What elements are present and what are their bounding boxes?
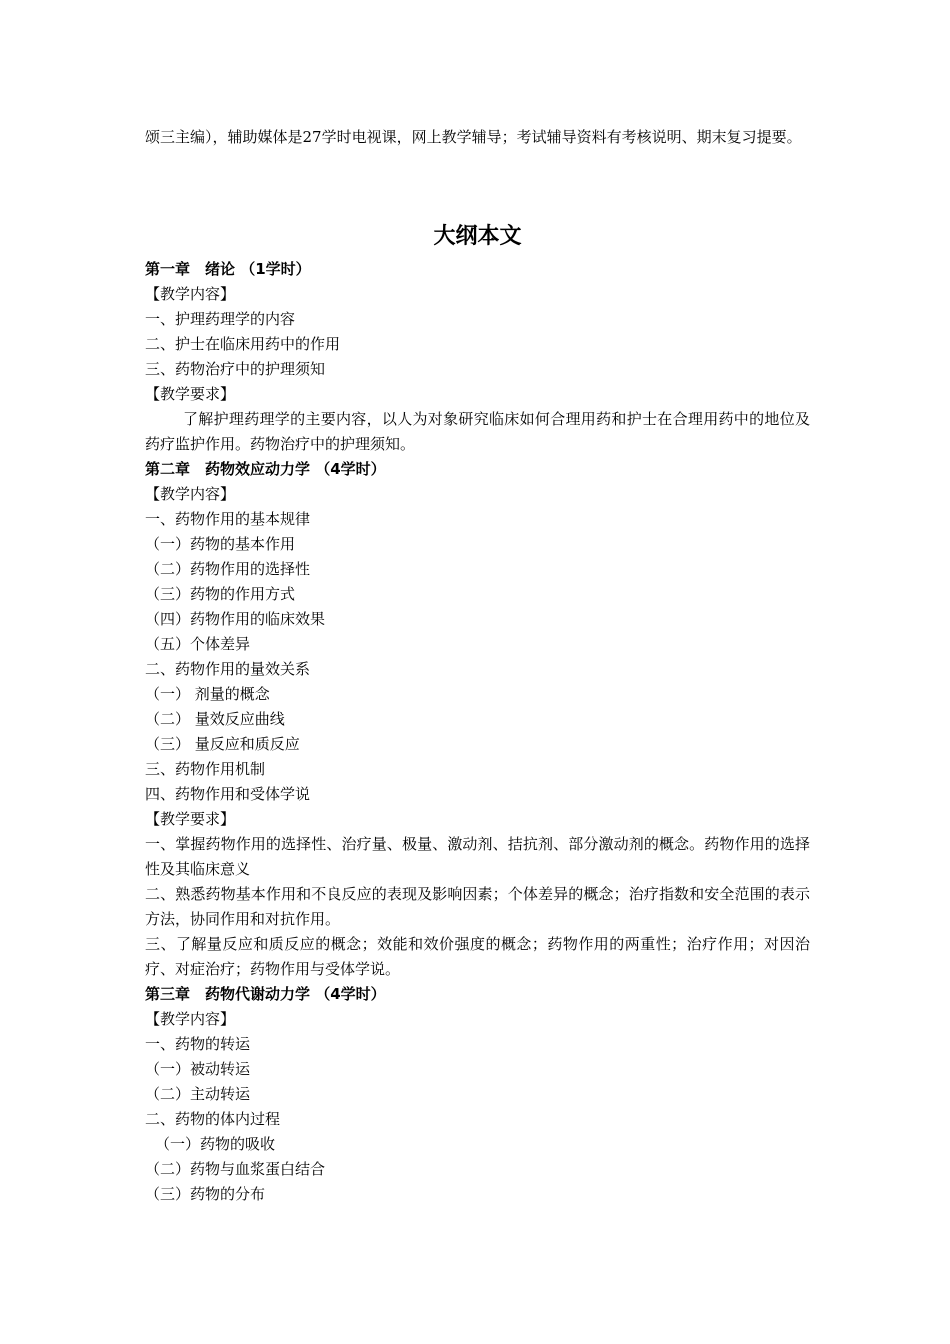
chapter-2-heading: 第二章 药物效应动力学 （4学时） (145, 460, 386, 478)
requirement-paragraph: 一、掌握药物作用的选择性、治疗量、极量、激动剂、拮抗剂、部分激动剂的概念。药物作用的选择性及其临床意义 (145, 835, 810, 878)
list-item: 二、药物作用的量效关系 (145, 660, 311, 678)
requirement-label: 【教学要求】 (145, 810, 236, 828)
list-item: 四、药物作用和受体学说 (145, 785, 311, 803)
chapter-1-heading: 第一章 绪论 （1学时） (145, 260, 311, 278)
list-item: （二）药物与血浆蛋白结合 (145, 1160, 326, 1178)
list-item: （三） 量反应和质反应 (145, 735, 300, 753)
list-item: 一、药物的转运 (145, 1035, 251, 1053)
content-label: 【教学内容】 (145, 1010, 236, 1028)
list-item: （一）被动转运 (145, 1060, 251, 1078)
content-label: 【教学内容】 (145, 485, 236, 503)
list-item: （二）药物作用的选择性 (145, 560, 311, 578)
list-item: （一）药物的基本作用 (145, 535, 296, 553)
list-item: 一、护理药理学的内容 (145, 310, 296, 328)
list-item: （一）药物的吸收 (155, 1135, 276, 1153)
content-label: 【教学内容】 (145, 285, 236, 303)
document-page (145, 125, 810, 1207)
document-title: 大纲本文 (433, 224, 522, 249)
list-item: （五）个体差异 (145, 635, 251, 653)
list-item: （三）药物的作用方式 (145, 585, 296, 603)
list-item: 三、药物治疗中的护理须知 (145, 360, 326, 378)
list-item: （三）药物的分布 (145, 1185, 266, 1203)
requirement-paragraph: 二、熟悉药物基本作用和不良反应的表现及影响因素；个体差异的概念；治疗指数和安全范围的表示方法，协同作用和对抗作用。 (145, 885, 810, 928)
list-item: （二） 量效反应曲线 (145, 710, 285, 728)
list-item: （四）药物作用的临床效果 (145, 610, 326, 628)
requirement-label: 【教学要求】 (145, 385, 236, 403)
intro-paragraph: 颂三主编），辅助媒体是27学时电视课，网上教学辅导；考试辅导资料有考核说明、期末复习提要。 (145, 128, 802, 146)
requirement-paragraph: 了解护理药理学的主要内容，以人为对象研究临床如何合理用药和护士在合理用药中的地位及药疗监护作用。药物治疗中的护理须知。 (145, 410, 810, 453)
chapter-3-heading: 第三章 药物代谢动力学 （4学时） (145, 985, 386, 1003)
list-item: 二、药物的体内过程 (145, 1110, 281, 1128)
list-item: （二）主动转运 (145, 1085, 251, 1103)
list-item: （一） 剂量的概念 (145, 685, 270, 703)
list-item: 二、护士在临床用药中的作用 (145, 335, 341, 353)
list-item: 三、药物作用机制 (145, 760, 266, 778)
requirement-paragraph: 三、了解量反应和质反应的概念；效能和效价强度的概念；药物作用的两重性；治疗作用；对因治疗、对症治疗；药物作用与受体学说。 (145, 935, 810, 978)
list-item: 一、药物作用的基本规律 (145, 510, 311, 528)
